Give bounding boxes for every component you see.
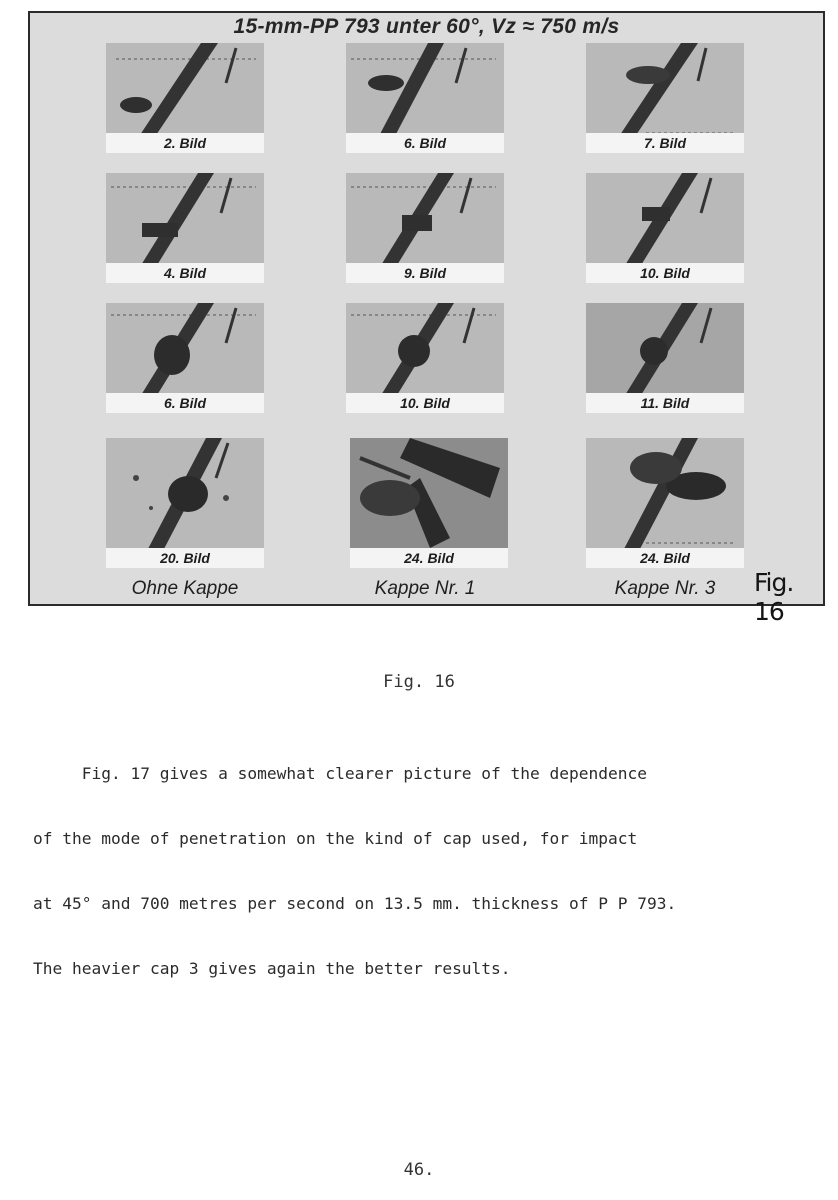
frame-label: 6. Bild [346,133,504,153]
photo-frame [106,303,264,413]
body-paragraph [33,720,823,1001]
frame-label: 6. Bild [106,393,264,413]
paragraph-line: of the mode of penetration on the kind of cap used, for impact [33,828,638,848]
photo-frame [586,173,744,283]
column-caption: Kappe Nr. 1 [374,578,476,599]
photo-frame [346,303,504,413]
page-number: 46. [403,1160,435,1180]
frame-label: 20. Bild [106,548,264,568]
frame-label: 24. Bild [350,548,508,568]
photo-frame [586,438,744,568]
photo-frame [586,43,744,153]
paragraph-line: The heavier cap 3 gives again the better results. [33,958,511,978]
figure-title: 15-mm-PP 793 unter 60°, Vz ≈ 750 m/s [233,15,620,38]
frame-label: 4. Bild [106,263,264,283]
photo-frame [346,43,504,153]
column-caption: Ohne Kappe [131,578,239,599]
figure-plate [28,11,825,626]
paragraph-line: at 45° and 700 metres per second on 13.5 mm. thickness of P P 793. [33,893,677,913]
frame-label: 9. Bild [346,263,504,283]
handwritten-fig-label: Fig. 16 [754,568,794,626]
photo-frame [106,438,264,568]
paragraph-line: Fig. 17 gives a somewhat clearer picture of the dependence [33,764,647,784]
figure-caption: Fig. 16 [383,672,455,692]
frame-label: 10. Bild [346,393,504,413]
frame-label: 2. Bild [106,133,264,153]
column-caption: Kappe Nr. 3 [614,578,716,599]
frame-label: 24. Bild [586,548,744,568]
frame-label: 7. Bild [586,133,744,153]
photo-frame [106,173,264,283]
photo-frame [346,173,504,283]
frame-label: 10. Bild [586,263,744,283]
photo-frame [350,438,508,568]
photo-frame [106,43,264,153]
photo-frame [586,303,744,413]
frame-label: 11. Bild [586,393,744,413]
